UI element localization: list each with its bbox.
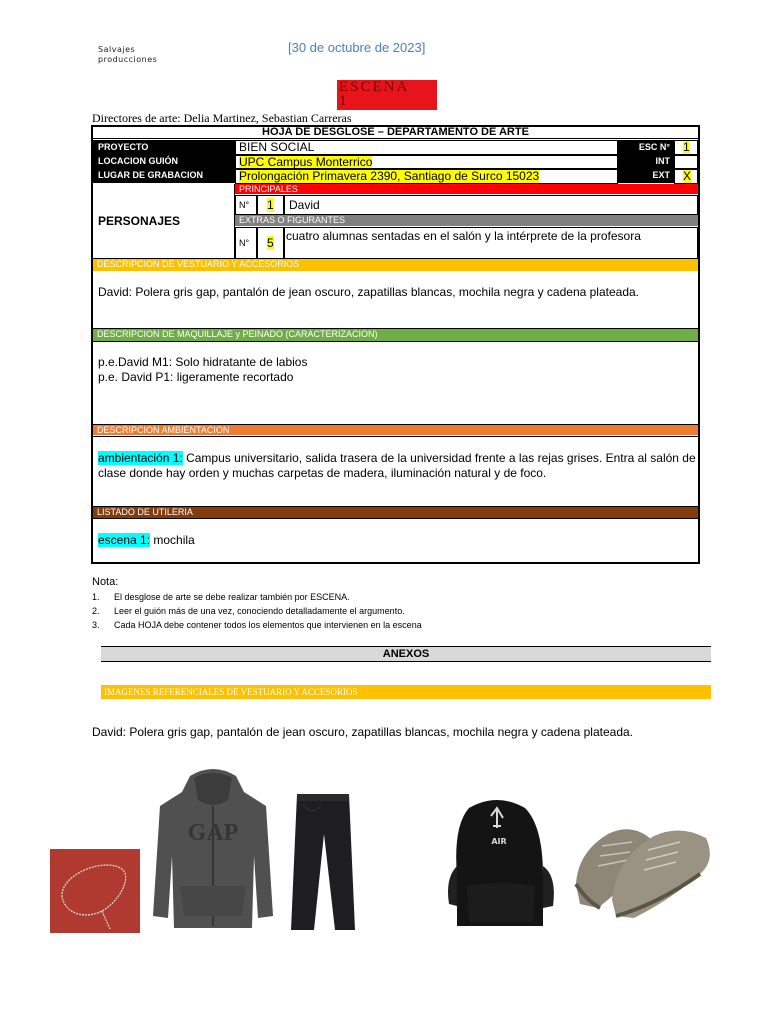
divider xyxy=(93,436,698,437)
escena-badge xyxy=(337,80,437,110)
company-logo xyxy=(98,45,157,65)
white-sneakers-image xyxy=(572,800,715,922)
nota-item: 1. El desglose de arte se debe realizar también por ESCENA. xyxy=(92,592,350,602)
art-directors: Directores de arte: Delia Martinez, Sebastian Carreras xyxy=(92,111,352,125)
logo-line2: producciones xyxy=(98,55,158,64)
reference-images-band: IMAGENES REFERENCIALES DE VESTUARIO Y ACCESORIOS xyxy=(101,685,711,699)
escena-label: ESCENA xyxy=(339,79,410,95)
nota-item: 3. Cada HOJA debe contener todos los elementos que intervienen en la escena xyxy=(92,620,422,630)
document-date: [30 de octubre de 2023] xyxy=(288,40,426,55)
principales-names: David xyxy=(284,195,698,215)
black-backpack-image xyxy=(445,796,557,933)
ambientacion-text xyxy=(98,451,696,485)
breakdown-sheet xyxy=(91,125,700,564)
proyecto-value: BIEN SOCIAL xyxy=(235,140,618,155)
reference-description: David: Polera gris gap, pantalón de jean oscuro, zapatillas blancas, mochila negra y cadena plateada. xyxy=(92,725,634,739)
locacion-value: UPC Campus Monterrico xyxy=(239,155,373,169)
lugar-value-cell xyxy=(235,169,618,184)
locacion-label: LOCACION GUIÓN xyxy=(93,154,235,168)
int-label: INT xyxy=(618,154,674,168)
sheet-title: HOJA DE DESGLOSE – DEPARTAMENTO DE ARTE xyxy=(93,127,698,139)
escena-number: 1 xyxy=(339,93,349,109)
anexos-header: ANEXOS xyxy=(101,646,711,662)
dark-jeans-image xyxy=(283,792,361,932)
hoodie-logo: GAP xyxy=(187,820,239,846)
utileria-text xyxy=(98,533,696,549)
esc-value-cell xyxy=(674,140,698,155)
utileria-desc: mochila xyxy=(150,533,195,547)
principales-band: PRINCIPALES xyxy=(235,184,698,194)
ext-label: EXT xyxy=(618,168,674,183)
utileria-band: LISTADO DE UTILERIA xyxy=(93,507,698,518)
divider xyxy=(93,518,698,519)
esc-value: 1 xyxy=(683,140,690,154)
nota-item: 2. Leer el guión más de una vez, conociendo detalladamente el argumento. xyxy=(92,606,405,616)
maquillaje-line2: p.e. David P1: ligeramente recortado xyxy=(98,370,294,384)
principales-n-label: N° xyxy=(235,195,257,215)
extras-n-label: N° xyxy=(235,227,257,259)
vestuario-band: DESCRIPCION DE VESTUARIO Y ACCESORIOS xyxy=(93,259,698,271)
locacion-value-cell xyxy=(235,155,618,169)
extras-n: 5 xyxy=(267,236,274,250)
principales-n: 1 xyxy=(267,198,274,212)
esc-label: ESC N° xyxy=(618,140,674,154)
extras-n-cell xyxy=(257,227,284,259)
nota-list xyxy=(92,590,422,632)
proyecto-label: PROYECTO xyxy=(93,140,235,154)
ext-value-cell xyxy=(674,169,698,184)
gray-hoodie-image xyxy=(152,766,274,932)
principales-n-cell xyxy=(257,195,284,215)
ambientacion-band: DESCRIPCION AMBIENTACION xyxy=(93,425,698,435)
logo-line1: Salvajes xyxy=(98,45,136,54)
int-value xyxy=(674,155,698,169)
vestuario-text: David: Polera gris gap, pantalón de jean oscuro, zapatillas blancas, mochila negra y cadena plateada. xyxy=(98,285,640,299)
ext-value: X xyxy=(683,169,692,183)
maquillaje-band: DESCRIPCION DE MAQUILLAJE y PEINADO (CARACTERIZACION) xyxy=(93,329,698,341)
personajes-label: PERSONAJES xyxy=(93,184,235,259)
ambientacion-desc: Campus universitario, salida trasera de la universidad frente a las rejas grises. Entra al salón de clase donde hay orden y muchas carpetas de madera, iluminación natural y de foco. xyxy=(98,451,696,480)
utileria-tag: escena 1: xyxy=(98,533,151,547)
nota-title: Nota: xyxy=(92,576,119,588)
lugar-value: Prolongación Primavera 2390, Santiago de Surco 15023 xyxy=(239,169,540,183)
extras-desc: cuatro alumnas sentadas en el salón y la intérprete de la profesora xyxy=(284,227,698,259)
maquillaje-line1: p.e.David M1: Solo hidratante de labios xyxy=(98,355,308,369)
ambientacion-tag: ambientación 1: xyxy=(98,451,183,465)
silver-chain-image xyxy=(50,849,140,933)
backpack-logo: AIR xyxy=(491,837,507,846)
extras-band: EXTRAS O FIGURANTES xyxy=(235,215,698,226)
lugar-label: LUGAR DE GRABACION xyxy=(93,168,235,183)
divider xyxy=(93,341,698,342)
